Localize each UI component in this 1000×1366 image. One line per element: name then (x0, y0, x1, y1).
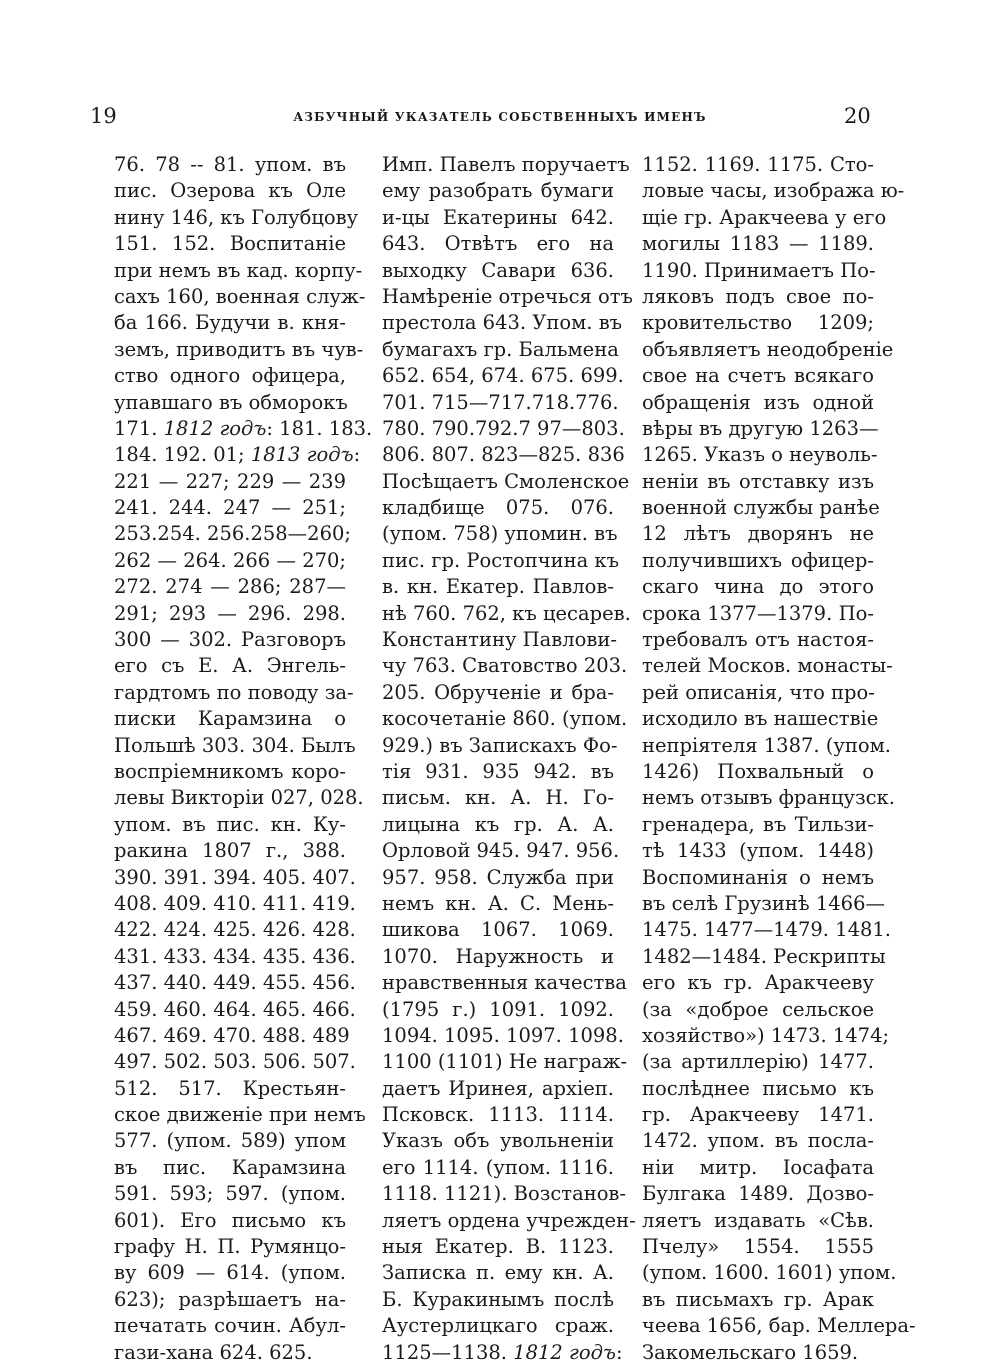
index-line: щіе гр. Аракчеева у его (642, 205, 887, 229)
index-line: 1070. Наружность и (382, 944, 614, 968)
index-line: лицына къ гр. А. А. (382, 812, 614, 836)
index-line: левы Викторіи 027, 028. (114, 786, 364, 810)
index-line: 291; 293 — 296. 298. (114, 601, 346, 625)
index-line: 497. 502. 503. 506. 507. (114, 1050, 356, 1074)
index-line: ніи митр. Іосафата (642, 1155, 874, 1179)
index-line: хозяйство») 1473. 1474; (642, 1023, 890, 1047)
index-line: 184. 192. 01; 1813 годъ: (114, 443, 361, 467)
index-line: могилы 1183 — 1189. (642, 232, 874, 256)
index-line: 241. 244. 247 — 251; (114, 496, 346, 520)
index-line: неніи въ отставку изъ (642, 469, 874, 493)
index-line: 1482—1484. Рескрипты (642, 944, 886, 968)
index-line: Аустерлицкаго сраж. (382, 1314, 614, 1338)
index-line: гардтомъ по поводу за- (114, 680, 354, 704)
index-line: 1475. 1477—1479. 1481. (642, 918, 891, 942)
index-line: тѣ 1433 (упом. 1448) (642, 839, 874, 863)
index-line: нину 146, къ Голубцову (114, 205, 359, 229)
index-line: ляетъ ордена учрежден- (382, 1208, 636, 1232)
index-line: вѣры въ другую 1263— (642, 416, 879, 440)
running-title: АЗБУЧНЫЙ УКАЗАТЕЛЬ СОБСТВЕННЫХЪ ИМЕНЪ (293, 110, 707, 124)
index-line: 205. Обрученіе и бра- (382, 680, 614, 704)
index-line: 1118. 1121). Возстанов- (382, 1182, 626, 1206)
index-line: Закомельскаго 1659. (642, 1340, 859, 1364)
index-line: 512. 517. Крестьян- (114, 1076, 346, 1100)
index-line: въ пис. Карамзина (114, 1155, 346, 1179)
index-line: получившихъ офицер- (642, 548, 874, 572)
index-line: (упом. 758) упомин. въ (382, 522, 618, 546)
index-line: 390. 391. 394. 405. 407. (114, 865, 356, 889)
index-line: ему разобрать бумаги (382, 179, 614, 203)
index-line: графу Н. П. Румянцо- (114, 1235, 346, 1259)
index-line: Пчелу» 1554. 1555 (642, 1235, 874, 1259)
index-line: 300 — 302. Разговоръ (114, 628, 346, 652)
index-line: Имп. Павелъ поручаетъ (382, 153, 630, 176)
index-line: объявляетъ неодобреніе (642, 337, 894, 361)
index-line: Польшѣ 303. 304. Былъ (114, 733, 356, 757)
index-line: 437. 440. 449. 455. 456. (114, 971, 356, 995)
index-column-1 (114, 152, 373, 1366)
index-line: 957. 958. Служба при (382, 865, 614, 889)
index-line: престола 643. Упом. въ (382, 311, 623, 335)
index-line: Булгака 1489. Дозво- (642, 1182, 874, 1206)
index-line: ляетъ издавать «Сѣв. (642, 1208, 874, 1232)
index-line: 253.254. 256.258—260; (114, 522, 351, 546)
index-line: рей описанія, что про- (642, 680, 875, 704)
index-line: ловые часы, изобража ю- (642, 179, 905, 203)
index-line: въ селѣ Грузинѣ 1466— (642, 891, 885, 915)
index-line: 652. 654, 674. 675. 699. (382, 364, 624, 388)
index-line: 221 — 227; 229 — 239 (114, 469, 346, 493)
index-line: Воспоминанія о немъ (642, 865, 874, 889)
index-line: 12 лѣтъ дворянъ не (642, 522, 874, 546)
index-line: ство одного офицера, (114, 364, 346, 388)
index-line: послѣднее письмо къ (642, 1076, 874, 1100)
page-number-left: 19 (90, 104, 117, 128)
index-line: 171. 1812 годъ: 181. 183. (114, 416, 373, 440)
index-line: (упом. 1600. 1601) упом. (642, 1261, 897, 1285)
index-line: даетъ Иринея, архіеп. (382, 1076, 614, 1100)
index-line: пис. Озерова къ Оле (114, 179, 346, 203)
index-line: свое на счетъ всякаго (642, 364, 874, 388)
index-line: (1795 г.) 1091. 1092. (382, 997, 614, 1021)
index-column-3 (642, 152, 916, 1366)
index-line: кровительство 1209; (642, 311, 874, 335)
index-line: воспріемникомъ коро- (114, 759, 346, 783)
index-line: гр. Аракчееву 1471. (642, 1103, 874, 1127)
index-line: Намѣреніе отречься отъ (382, 284, 633, 308)
index-line: 577. (упом. 589) упом (114, 1129, 346, 1153)
index-line: 1265. Указъ о неуволь- (642, 443, 878, 467)
index-line: скаго чина до этого (642, 575, 874, 599)
index-line: 431. 433. 434. 435. 436. (114, 944, 356, 968)
index-line: Записка п. ему кн. А. (382, 1261, 614, 1285)
index-line: нравственныя качества (382, 971, 627, 995)
index-line: 262 — 264. 266 — 270; (114, 548, 346, 572)
index-line: ныя Екатер. В. 1123. (382, 1235, 614, 1259)
index-line: упом. въ пис. кн. Ку- (114, 812, 346, 836)
index-line: 806. 807. 823—825. 836 (382, 443, 625, 467)
index-line: 643. Отвѣтъ его на (382, 232, 614, 256)
index-line: ву 609 — 614. (упом. (114, 1261, 346, 1285)
index-line: въ письмахъ гр. Арак (642, 1287, 874, 1311)
index-line: ракина 1807 г., 388. (114, 839, 346, 863)
index-line: телей Москов. монасты- (642, 654, 893, 678)
index-line: ское движеніе при немъ (114, 1103, 366, 1127)
index-line: его 1114. (упом. 1116. (382, 1155, 614, 1179)
index-line: гази-хана 624. 625. (114, 1340, 313, 1364)
index-line: гренадера, въ Тильзи- (642, 812, 874, 836)
index-line: Константину Павлови- (382, 628, 617, 652)
index-line: 151. 152. Воспитаніе (114, 232, 346, 256)
index-line: Посѣщаетъ Смоленское (382, 469, 630, 493)
index-line: ба 166. Будучи в. кня- (114, 311, 346, 335)
index-line: 701. 715—717.718.776. (382, 390, 619, 414)
index-line: ляковъ подъ свое по- (642, 284, 874, 308)
index-line: 459. 460. 464. 465. 466. (114, 997, 356, 1021)
index-line: при немъ въ кад. корпу- (114, 258, 363, 282)
index-line: 929.) въ Запискахъ Фо- (382, 733, 618, 757)
index-line: военной службы ранѣе (642, 496, 880, 520)
index-line: его къ гр. Аракчееву (642, 971, 874, 995)
index-line: пис. гр. Ростопчина къ (382, 548, 620, 572)
index-line: 1152. 1169. 1175. Сто- (642, 153, 874, 176)
index-line: 780. 790.792.7 97—803. (382, 416, 625, 440)
index-line: обращенія изъ одной (642, 390, 874, 414)
index-line: и-цы Екатерины 642. (382, 205, 614, 229)
index-line: Орловой 945. 947. 956. (382, 839, 620, 863)
index-line: 408. 409. 410. 411. 419. (114, 891, 356, 915)
index-line: 623); разрѣшаетъ на- (114, 1287, 346, 1311)
index-line: 1094. 1095. 1097. 1098. (382, 1023, 624, 1047)
index-line: бумагахъ гр. Бальмена (382, 337, 619, 361)
page-number-right: 20 (844, 104, 871, 128)
index-line: писки Карамзина о (114, 707, 346, 731)
index-line: его съ Е. А. Энгель- (114, 654, 346, 678)
index-line: нѣ 760. 762, къ цесарев. (382, 601, 631, 625)
index-line: 591. 593; 597. (упом. (114, 1182, 346, 1206)
index-line: 272. 274 — 286; 287— (114, 575, 346, 599)
index-line: немъ кн. А. С. Мень- (382, 891, 614, 915)
index-line: 467. 469. 470. 488. 489 (114, 1023, 350, 1047)
index-line: (за артиллерію) 1477. (642, 1050, 874, 1074)
index-line: шикова 1067. 1069. (382, 918, 614, 942)
index-line: 1472. упом. въ посла- (642, 1129, 874, 1153)
index-line: сахъ 160, военная служ- (114, 284, 366, 308)
index-line: срока 1377—1379. По- (642, 601, 874, 625)
index-line: Указъ объ увольненіи (382, 1129, 614, 1153)
index-line: 422. 424. 425. 426. 428. (114, 918, 356, 942)
index-line: кладбище 075. 076. (382, 496, 614, 520)
index-line: 1125—1138. 1812 годъ: (382, 1340, 623, 1364)
index-line: косочетаніе 860. (упом. (382, 707, 628, 731)
index-line: Псковск. 1113. 1114. (382, 1103, 614, 1127)
index-line: письм. кн. А. Н. Го- (382, 786, 614, 810)
index-line: Б. Куракинымъ послѣ (382, 1287, 614, 1311)
index-line: земъ, приводитъ въ чув- (114, 337, 364, 361)
index-line: печатать сочин. Абул- (114, 1314, 346, 1338)
index-line: в. кн. Екатер. Павлов- (382, 575, 614, 599)
index-line: 601). Его письмо къ (114, 1208, 346, 1232)
index-column-2 (382, 152, 636, 1366)
index-line: 1426) Похвальный о (642, 759, 874, 783)
index-line: 1190. Принимаетъ По- (642, 258, 876, 282)
index-line: 76. 78 -- 81. упом. въ (114, 153, 346, 176)
index-line: тія 931. 935 942. въ (382, 759, 614, 783)
index-line: 1100 (1101) Не награж- (382, 1050, 628, 1074)
index-line: упавшаго въ обморокъ (114, 390, 348, 414)
index-line: чеева 1656, бар. Меллера- (642, 1314, 916, 1338)
index-line: непріятеля 1387. (упом. (642, 733, 891, 757)
index-line: выходку Савари 636. (382, 258, 614, 282)
index-line: исходило въ нашествіе (642, 707, 879, 731)
index-line: немъ отзывъ французск. (642, 786, 895, 810)
index-line: (за «доброе сельское (642, 997, 874, 1021)
index-line: чу 763. Сватовство 203. (382, 654, 628, 678)
index-line: требовалъ отъ настоя- (642, 628, 874, 652)
